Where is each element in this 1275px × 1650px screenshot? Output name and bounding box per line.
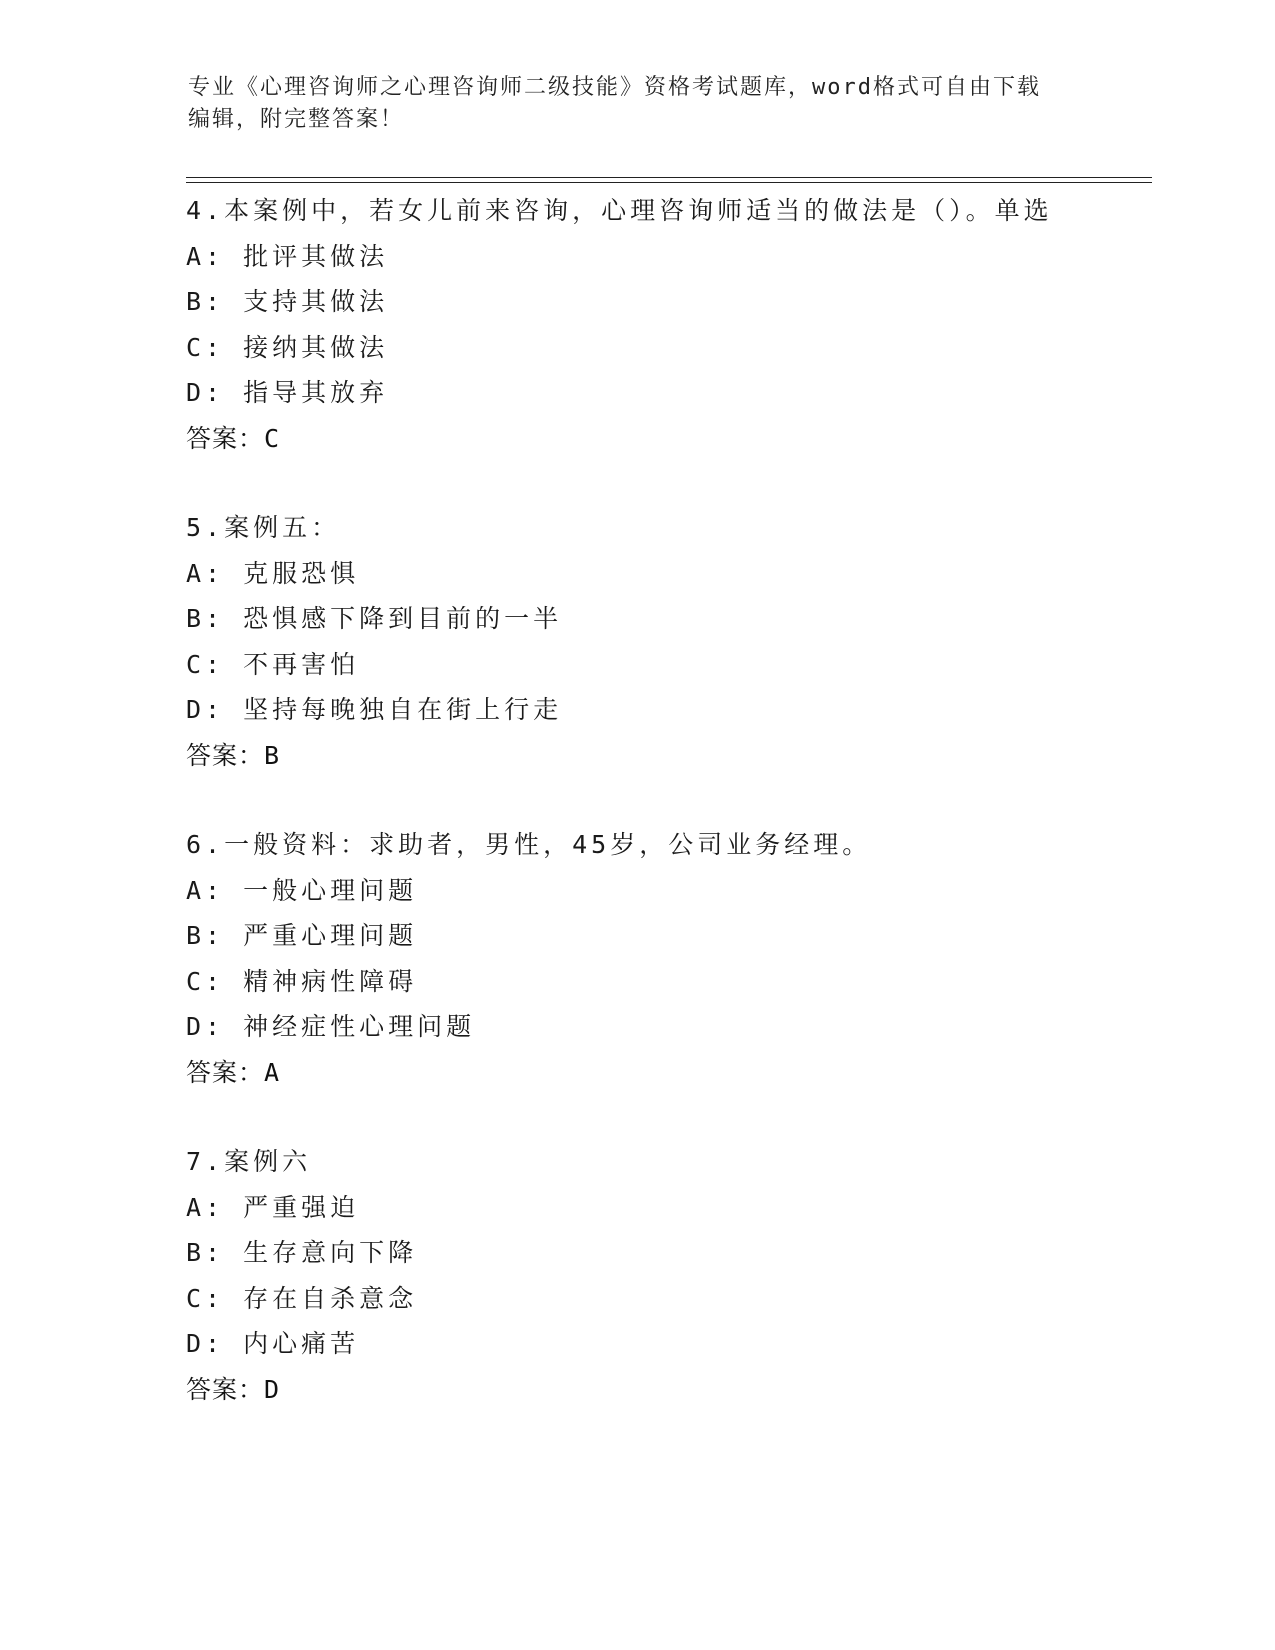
answer-value: B	[264, 740, 281, 770]
question-5	[186, 505, 1146, 778]
question-7	[186, 1139, 1146, 1412]
answer-label: 答案：	[186, 740, 265, 770]
option-b: B: 支持其做法	[186, 287, 389, 316]
option-c: C: 精神病性障碍	[186, 966, 418, 996]
answer-value: A	[264, 1057, 281, 1087]
option-d: D: 坚持每晚独自在街上行走	[186, 695, 563, 724]
answer-line	[186, 1367, 1146, 1413]
answer-line	[186, 733, 1146, 779]
option-d: D: 内心痛苦	[186, 1329, 360, 1358]
option-c: C: 存在自杀意念	[186, 1283, 418, 1313]
header-line-1: 专业《心理咨询师之心理咨询师二级技能》资格考试题库，word格式可自由下载	[188, 75, 1041, 100]
header-line-2: 编辑，附完整答案！	[188, 107, 405, 132]
question-list	[186, 188, 1146, 1456]
question-stem: 5.案例五：	[186, 513, 341, 542]
document-header	[188, 72, 1068, 136]
answer-label: 答案：	[186, 1374, 265, 1404]
option-a: A: 严重强迫	[186, 1192, 360, 1222]
question-6	[186, 822, 1146, 1095]
answer-label: 答案：	[186, 423, 265, 453]
answer-value: C	[264, 423, 281, 453]
option-b: B: 恐惧感下降到目前的一半	[186, 604, 563, 633]
option-a: A: 克服恐惧	[186, 558, 360, 588]
question-stem: 6.一般资料：求助者，男性，45岁，公司业务经理。	[186, 830, 872, 859]
header-divider-bottom	[186, 182, 1152, 183]
header-divider-top	[186, 177, 1152, 178]
option-d: D: 神经症性心理问题	[186, 1012, 476, 1041]
question-4	[186, 188, 1146, 461]
option-a: A: 一般心理问题	[186, 875, 418, 905]
question-stem: 7.案例六	[186, 1147, 312, 1176]
option-c: C: 不再害怕	[186, 649, 360, 679]
question-stem: 4.本案例中，若女儿前来咨询，心理咨询师适当的做法是（）。单选	[186, 196, 1053, 225]
answer-label: 答案：	[186, 1057, 265, 1087]
option-b: B: 生存意向下降	[186, 1238, 418, 1267]
option-a: A: 批评其做法	[186, 241, 389, 271]
answer-line	[186, 416, 1146, 462]
answer-value: D	[264, 1374, 281, 1404]
answer-line	[186, 1050, 1146, 1096]
option-b: B: 严重心理问题	[186, 921, 418, 950]
option-d: D: 指导其放弃	[186, 378, 389, 407]
option-c: C: 接纳其做法	[186, 332, 389, 362]
